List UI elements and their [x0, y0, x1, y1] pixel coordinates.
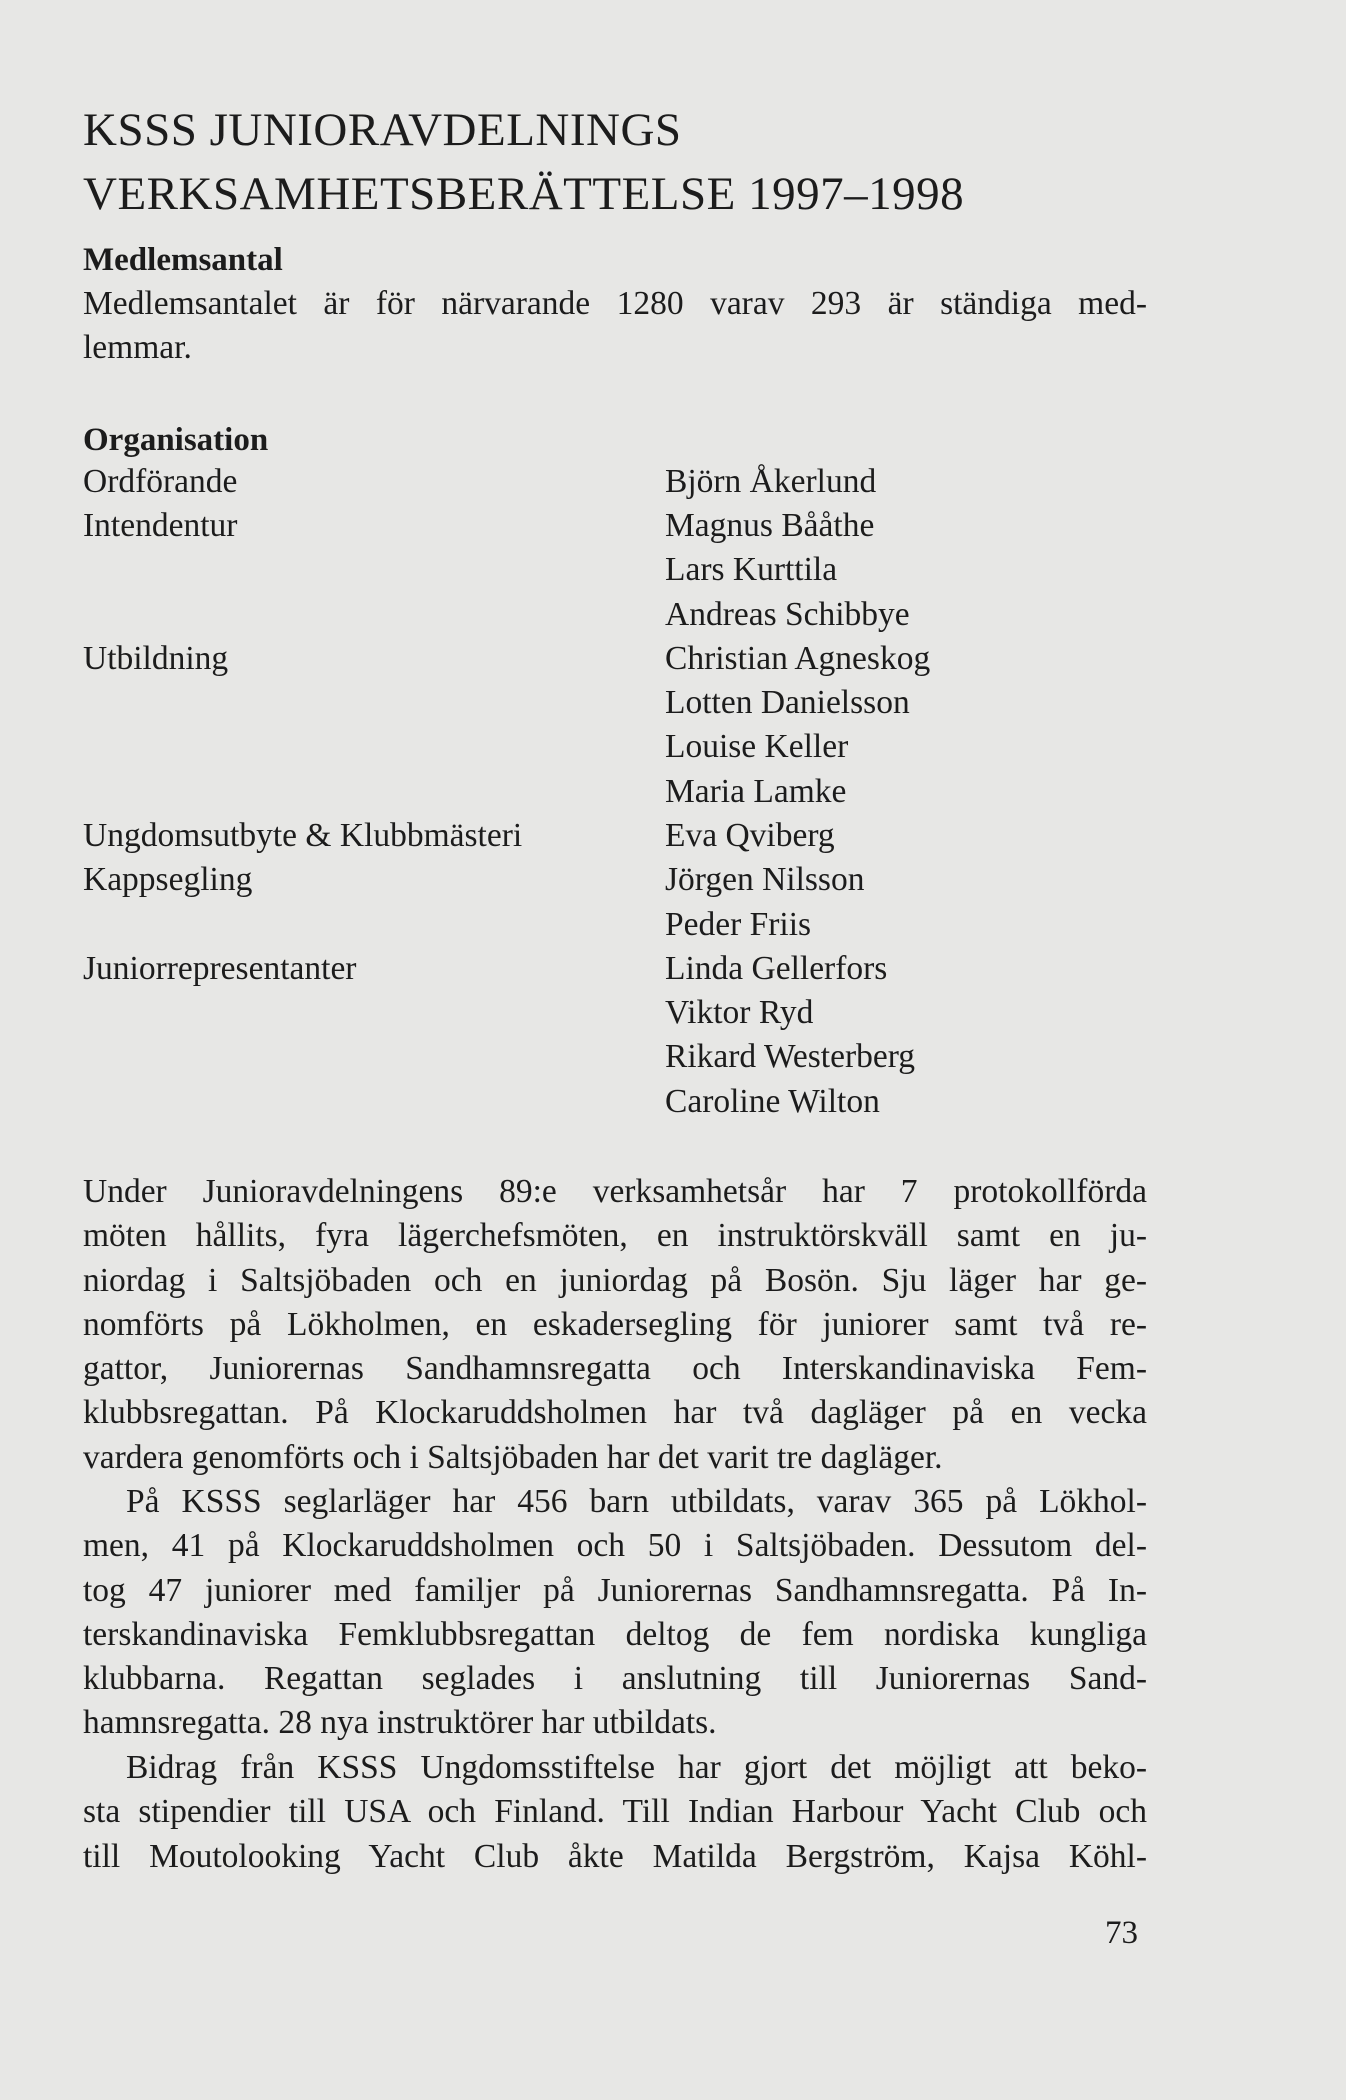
role-label: Intendentur — [83, 507, 238, 544]
title-line-1: KSSS JUNIORAVDELNINGS — [83, 104, 682, 156]
text-line: men, 41 på Klockaruddsholmen och 50 i Saltsjöbaden. Dessutom del- — [83, 1527, 1147, 1565]
body-paragraph-1 — [83, 1170, 1147, 1480]
person-name: Maria Lamke — [665, 773, 847, 810]
person-name: Eva Qviberg — [665, 817, 835, 854]
body-paragraph-2 — [83, 1480, 1147, 1746]
text-line: tog 47 juniorer med familjer på Juniorernas Sandhamnsregatta. På In- — [83, 1571, 1147, 1609]
text-line: lemmar. — [83, 329, 192, 367]
body-paragraph-3 — [83, 1746, 1147, 1879]
members-heading: Medlemsantal — [83, 242, 283, 278]
role-label: Juniorrepresentanter — [83, 950, 357, 987]
members-paragraph — [83, 282, 1147, 371]
page-number: 73 — [1105, 1915, 1138, 1951]
text-line: klubbsregattan. På Klockaruddsholmen har två dagläger på en vecka — [83, 1394, 1147, 1432]
role-label: Utbildning — [83, 640, 229, 677]
person-name: Magnus Bååthe — [665, 507, 875, 544]
role-label: Ungdomsutbyte & Klubbmästeri — [83, 817, 523, 854]
text-line: På KSSS seglarläger har 456 barn utbildats, varav 365 på Lökhol- — [126, 1483, 1147, 1520]
organisation-heading: Organisation — [83, 422, 269, 458]
title-line-2: VERKSAMHETSBERÄTTELSE 1997–1998 — [83, 168, 965, 220]
text-line: niordag i Saltsjöbaden och en juniordag på Bosön. Sju läger har ge- — [83, 1261, 1147, 1299]
person-name: Viktor Ryd — [665, 994, 814, 1031]
person-name: Peder Friis — [665, 906, 812, 943]
role-label: Kappsegling — [83, 861, 253, 898]
text-line: terskandinaviska Femklubbsregattan deltog de fem nordiska kungliga — [83, 1615, 1147, 1653]
person-name: Caroline Wilton — [665, 1083, 880, 1120]
text-line: möten hållits, fyra lägerchefsmöten, en instruktörskväll samt en ju- — [83, 1217, 1147, 1255]
text-line: vardera genomförts och i Saltsjöbaden har det varit tre dagläger. — [83, 1438, 943, 1476]
text-line: sta stipendier till USA och Finland. Till Indian Harbour Yacht Club och — [83, 1793, 1147, 1831]
page-title — [83, 98, 1183, 226]
text-line: gattor, Juniorernas Sandhamnsregatta och Interskandinaviska Fem- — [83, 1350, 1147, 1388]
person-name: Christian Agneskog — [665, 640, 931, 677]
person-name: Andreas Schibbye — [665, 596, 910, 633]
text-line: nomförts på Lökholmen, en eskadersegling för juniorer samt två re- — [83, 1305, 1147, 1343]
role-label: Ordförande — [83, 463, 238, 500]
person-name: Louise Keller — [665, 728, 849, 765]
person-name: Linda Gellerfors — [665, 950, 888, 987]
person-name: Rikard Westerberg — [665, 1038, 916, 1075]
text-line: Under Junioravdelningens 89:e verksamhetsår har 7 protokollförda — [83, 1173, 1147, 1210]
person-name: Lotten Danielsson — [665, 684, 910, 721]
person-name: Lars Kurttila — [665, 551, 838, 588]
text-line: hamnsregatta. 28 nya instruktörer har utbildats. — [83, 1704, 717, 1742]
text-line: Bidrag från KSSS Ungdomsstiftelse har gjort det möjligt att beko- — [126, 1749, 1147, 1786]
person-name: Jörgen Nilsson — [665, 861, 865, 898]
text-line: Medlemsantalet är för närvarande 1280 varav 293 är ständiga med- — [83, 285, 1147, 322]
person-name: Björn Åkerlund — [665, 463, 877, 500]
text-line: klubbarna. Regattan seglades i anslutning till Juniorernas Sand- — [83, 1660, 1147, 1698]
text-line: till Moutolooking Yacht Club åkte Matilda Bergström, Kajsa Köhl- — [83, 1837, 1147, 1875]
